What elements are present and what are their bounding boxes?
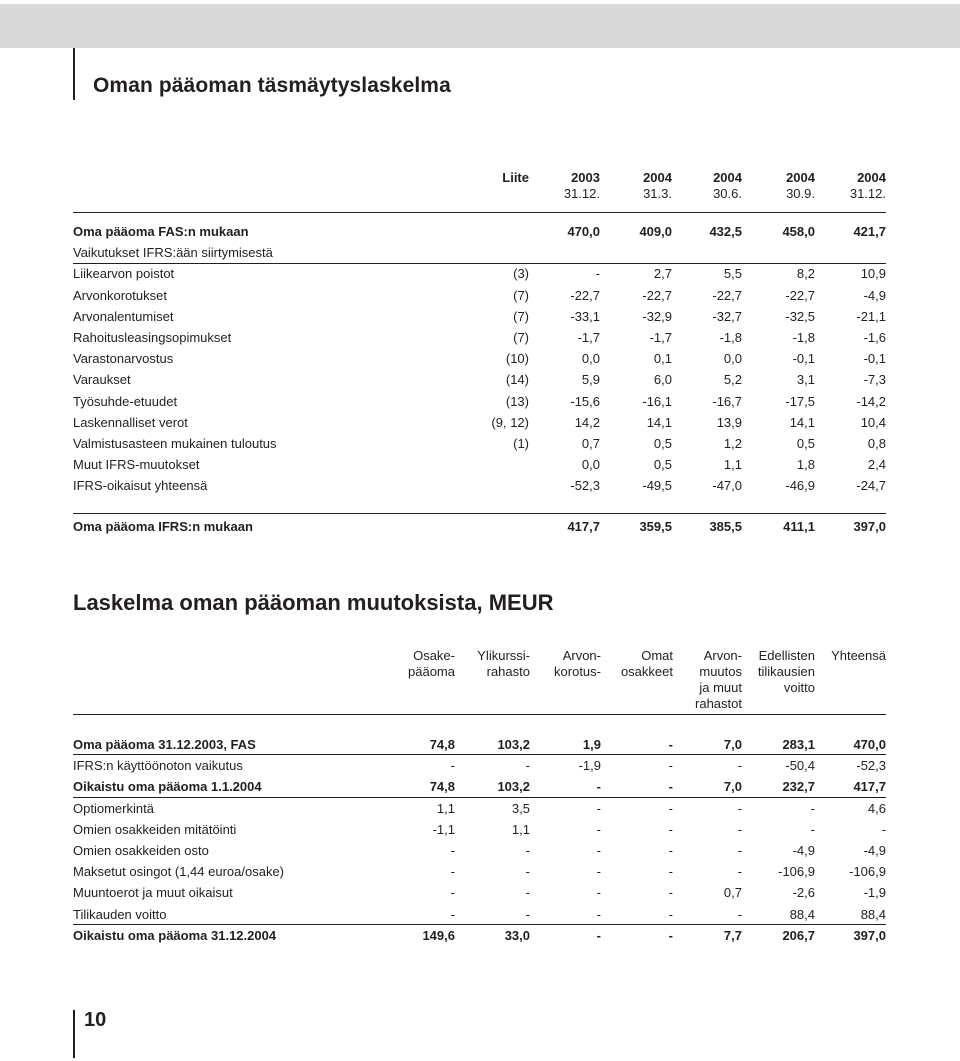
cell: -	[525, 758, 530, 774]
note-ref: (7)	[513, 308, 529, 324]
cell: 470,0	[567, 224, 600, 239]
cell: 385,5	[709, 519, 742, 534]
cell: -33,1	[570, 308, 600, 324]
row-label: Laskennalliset verot	[73, 414, 188, 430]
row-label: Maksetut osingot (1,44 euroa/osake)	[73, 864, 285, 880]
cell: -32,9	[642, 308, 672, 324]
col-header-line: rahasto	[486, 664, 530, 679]
cell: 1,1	[436, 800, 455, 816]
col-header-line: rahastot	[695, 696, 742, 711]
cell: -	[596, 843, 601, 858]
cell: 1,1	[511, 821, 530, 837]
col-header-line: Edellisten	[758, 648, 815, 663]
cell: -	[668, 906, 673, 922]
cell: 470,0	[853, 737, 886, 752]
cell: 409,0	[639, 224, 672, 239]
cell: -1,7	[577, 330, 600, 345]
table-row	[73, 475, 886, 496]
col-header: 2004 30.9.	[786, 170, 815, 201]
table-row-total	[73, 516, 886, 537]
col-header: 2004 31.12.	[849, 170, 886, 201]
cell: -4,9	[863, 287, 886, 303]
cell: 1,9	[582, 737, 601, 752]
cell: 10,9	[860, 266, 886, 282]
cell: -	[668, 843, 673, 858]
cell: -50,4	[785, 758, 815, 774]
cell: 149,6	[422, 927, 455, 943]
note-ref: (1)	[513, 436, 529, 451]
cell: -106,9	[849, 864, 886, 880]
cell: 417,7	[567, 519, 600, 534]
table-row	[73, 734, 886, 755]
col-header: 2003 31.12.	[563, 170, 600, 201]
cell: -106,9	[778, 864, 815, 880]
cell: -17,5	[785, 393, 815, 409]
cell: 7,7	[723, 927, 742, 943]
col-header	[621, 648, 673, 680]
cell: -	[737, 843, 742, 858]
cell: -22,7	[785, 287, 815, 303]
cell: -	[737, 821, 742, 837]
cell: -	[596, 864, 601, 880]
table-row	[73, 798, 886, 819]
col-header-line: Ylikurssi-	[477, 648, 530, 663]
row-label: Oikaistu oma pääoma 31.12.2004	[73, 927, 277, 943]
cell: -	[668, 779, 673, 795]
cell: -49,5	[642, 478, 672, 494]
col-header-line: Arvon-	[562, 648, 601, 663]
cell: -	[450, 906, 455, 922]
col-header-line: pääoma	[408, 664, 455, 679]
col-header-line: ja muut	[699, 680, 742, 695]
row-label: Oma pääoma FAS:n mukaan	[73, 224, 249, 239]
table-row	[73, 369, 886, 390]
col-header	[695, 648, 742, 712]
cell: 103,2	[497, 737, 530, 752]
table-row	[73, 776, 886, 797]
row-label: IFRS-oikaisut yhteensä	[73, 478, 208, 494]
cell: 88,4	[860, 906, 886, 922]
cell: -	[525, 906, 530, 922]
col-header	[831, 648, 886, 664]
cell: -	[596, 885, 601, 901]
cell: 232,7	[782, 779, 815, 795]
cell: -22,7	[642, 287, 672, 303]
cell: -	[668, 800, 673, 816]
cell: -2,6	[792, 885, 815, 901]
cell: -16,7	[712, 393, 742, 409]
cell: -47,0	[712, 478, 742, 494]
note-ref: (7)	[513, 330, 529, 345]
col-header-line: muutos	[699, 664, 742, 679]
cell: 6,0	[653, 372, 672, 388]
row-label: Rahoitusleasingsopimukset	[73, 330, 232, 345]
cell: 0,7	[723, 885, 742, 901]
row-label: Varastonarvostus	[73, 351, 174, 367]
col-header-line: Arvon-	[703, 648, 742, 663]
cell: 14,2	[574, 414, 600, 430]
cell: -	[450, 885, 455, 901]
col-header: 2004 31.3.	[643, 170, 672, 201]
cell: 0,0	[723, 351, 742, 367]
row-label: Muut IFRS-muutokset	[73, 457, 200, 473]
row-label: Työsuhde-etuudet	[73, 393, 178, 409]
table-row	[73, 925, 886, 946]
col-header	[758, 648, 815, 696]
row-label: Varaukset	[73, 372, 131, 388]
cell: 88,4	[789, 906, 815, 922]
cell: 14,1	[789, 414, 815, 430]
reconciliation-table	[73, 170, 886, 534]
table-row	[73, 263, 886, 284]
cell: 5,9	[581, 372, 600, 388]
cell: -	[450, 758, 455, 774]
cell: -	[450, 843, 455, 858]
cell: -	[810, 800, 815, 816]
cell: -	[668, 821, 673, 837]
cell: -32,7	[712, 308, 742, 324]
cell: 74,8	[429, 737, 455, 752]
cell: 2,7	[653, 266, 672, 282]
cell: 0,0	[581, 457, 600, 473]
cell: 0,1	[653, 351, 672, 367]
table-row	[73, 454, 886, 475]
cell: 421,7	[853, 224, 886, 239]
cell: -0,1	[863, 351, 886, 367]
row-label: Oma pääoma 31.12.2003, FAS	[73, 737, 256, 752]
col-header	[554, 648, 601, 680]
row-label: Tilikauden voitto	[73, 906, 167, 922]
cell: -	[668, 758, 673, 774]
cell: 0,5	[653, 436, 672, 451]
cell: -	[668, 737, 673, 752]
cell: -	[668, 885, 673, 901]
table-row	[73, 904, 886, 925]
cell: 397,0	[853, 927, 886, 943]
cell: 74,8	[429, 779, 455, 795]
cell: -46,9	[785, 478, 815, 494]
cell: 206,7	[782, 927, 815, 943]
divider	[73, 714, 886, 715]
cell: -24,7	[856, 478, 886, 494]
page-number-rule	[73, 1010, 75, 1058]
cell: -1,8	[719, 330, 742, 345]
row-label: Arvonkorotukset	[73, 287, 167, 303]
cell: 13,9	[716, 414, 742, 430]
table-row	[73, 840, 886, 861]
note-ref: (10)	[505, 351, 529, 367]
col-header-line: Yhteensä	[831, 648, 886, 663]
cell: -	[450, 864, 455, 880]
table-row	[73, 221, 886, 242]
table-row	[73, 348, 886, 369]
cell: -	[596, 821, 601, 837]
cell: 33,0	[504, 927, 530, 943]
table-row	[73, 755, 886, 776]
cell: -	[595, 266, 600, 282]
cell: -	[668, 927, 673, 943]
cell: -22,7	[570, 287, 600, 303]
cell: 3,1	[796, 372, 815, 388]
cell: 10,4	[860, 414, 886, 430]
cell: 0,0	[581, 351, 600, 367]
col-header-line: voitto	[783, 680, 815, 695]
cell: 0,5	[796, 436, 815, 451]
divider	[73, 263, 886, 264]
table-header	[73, 170, 886, 212]
cell: -1,7	[649, 330, 672, 345]
header-bar	[0, 4, 960, 48]
page-title: Oman pääoman täsmäytyslaskelma	[93, 74, 451, 97]
note-ref: (7)	[513, 287, 529, 303]
cell: -	[596, 779, 601, 795]
table-row	[73, 819, 886, 840]
cell: 283,1	[782, 737, 815, 752]
cell: -1,9	[578, 758, 601, 774]
row-label: Oma pääoma IFRS:n mukaan	[73, 519, 253, 534]
table-row	[73, 242, 886, 263]
table-row	[73, 433, 886, 454]
cell: 432,5	[709, 224, 742, 239]
table-row	[73, 861, 886, 882]
cell: -32,5	[785, 308, 815, 324]
cell: -	[668, 864, 673, 880]
table-row	[73, 412, 886, 433]
cell: -1,6	[863, 330, 886, 345]
cell: -21,1	[856, 308, 886, 324]
page-number: 10	[84, 1009, 107, 1031]
table-row	[73, 327, 886, 348]
section-title: Laskelma oman pääoman muutoksista, MEUR	[73, 590, 554, 615]
col-header	[477, 648, 530, 680]
cell: 7,0	[723, 737, 742, 752]
table-row	[73, 306, 886, 327]
cell: -	[737, 906, 742, 922]
cell: 14,1	[646, 414, 672, 430]
cell: -52,3	[570, 478, 600, 494]
cell: 103,2	[497, 779, 530, 795]
cell: 458,0	[782, 224, 815, 239]
row-label: Omien osakkeiden mitätöinti	[73, 821, 237, 837]
cell: -0,1	[792, 351, 815, 367]
cell: -	[525, 885, 530, 901]
cell: 411,1	[783, 519, 815, 534]
col-header-line: tilikausien	[757, 664, 815, 679]
col-header-line: Omat	[641, 648, 673, 663]
cell: -1,9	[863, 885, 886, 901]
cell: -1,1	[432, 821, 455, 837]
row-label: Arvonalentumiset	[73, 308, 174, 324]
note-header: Liite	[502, 170, 529, 185]
divider	[73, 212, 886, 213]
row-label: Muuntoerot ja muut oikaisut	[73, 885, 233, 901]
cell: -	[596, 927, 601, 943]
col-header-line: Osake-	[413, 648, 455, 663]
cell: -	[737, 864, 742, 880]
note-ref: (3)	[513, 266, 529, 282]
cell: 359,5	[639, 519, 672, 534]
cell: 1,1	[723, 457, 742, 473]
cell: -	[596, 906, 601, 922]
row-label: Oikaistu oma pääoma 1.1.2004	[73, 779, 262, 795]
col-header-line: osakkeet	[620, 664, 673, 679]
cell: 2,4	[867, 457, 886, 473]
row-label: Liikearvon poistot	[73, 266, 175, 282]
cell: 397,0	[853, 519, 886, 534]
note-ref: (9, 12)	[491, 414, 529, 430]
divider	[73, 513, 886, 514]
col-header-line: korotus-	[554, 664, 601, 679]
note-ref: (13)	[505, 393, 529, 409]
cell: 5,5	[723, 266, 742, 282]
row-label: Vaikutukset IFRS:ään siirtymisestä	[73, 245, 273, 261]
col-header: 2004 30.6.	[713, 170, 742, 201]
row-label: Omien osakkeiden osto	[73, 843, 209, 858]
cell: 8,2	[796, 266, 815, 282]
cell: 3,5	[511, 800, 530, 816]
cell: 7,0	[723, 779, 742, 795]
cell: 1,8	[796, 457, 815, 473]
title-rule	[73, 48, 75, 100]
cell: -7,3	[863, 372, 886, 388]
cell: -	[596, 800, 601, 816]
row-label: Valmistusasteen mukainen tuloutus	[73, 436, 277, 451]
cell: -14,2	[856, 393, 886, 409]
cell: 0,8	[867, 436, 886, 451]
cell: -	[810, 821, 815, 837]
cell: 5,2	[723, 372, 742, 388]
cell: -52,3	[856, 758, 886, 774]
cell: -4,9	[792, 843, 815, 858]
cell: -	[525, 864, 530, 880]
cell: -	[737, 758, 742, 774]
row-label: Optiomerkintä	[73, 800, 154, 816]
cell: 4,6	[867, 800, 886, 816]
cell: 417,7	[853, 779, 886, 795]
cell: -15,6	[570, 393, 600, 409]
cell: -16,1	[642, 393, 672, 409]
cell: 1,2	[723, 436, 742, 451]
cell: -4,9	[863, 843, 886, 858]
row-label: IFRS:n käyttöönoton vaikutus	[73, 758, 243, 774]
cell: -	[525, 843, 530, 858]
cell: -	[881, 821, 886, 837]
note-ref: (14)	[505, 372, 529, 388]
table-row	[73, 882, 886, 903]
table-row	[73, 285, 886, 306]
cell: -	[737, 800, 742, 816]
cell: 0,7	[581, 436, 600, 451]
col-header	[408, 648, 455, 680]
table-row	[73, 391, 886, 412]
cell: -22,7	[712, 287, 742, 303]
cell: -1,8	[792, 330, 815, 345]
cell: 0,5	[653, 457, 672, 473]
